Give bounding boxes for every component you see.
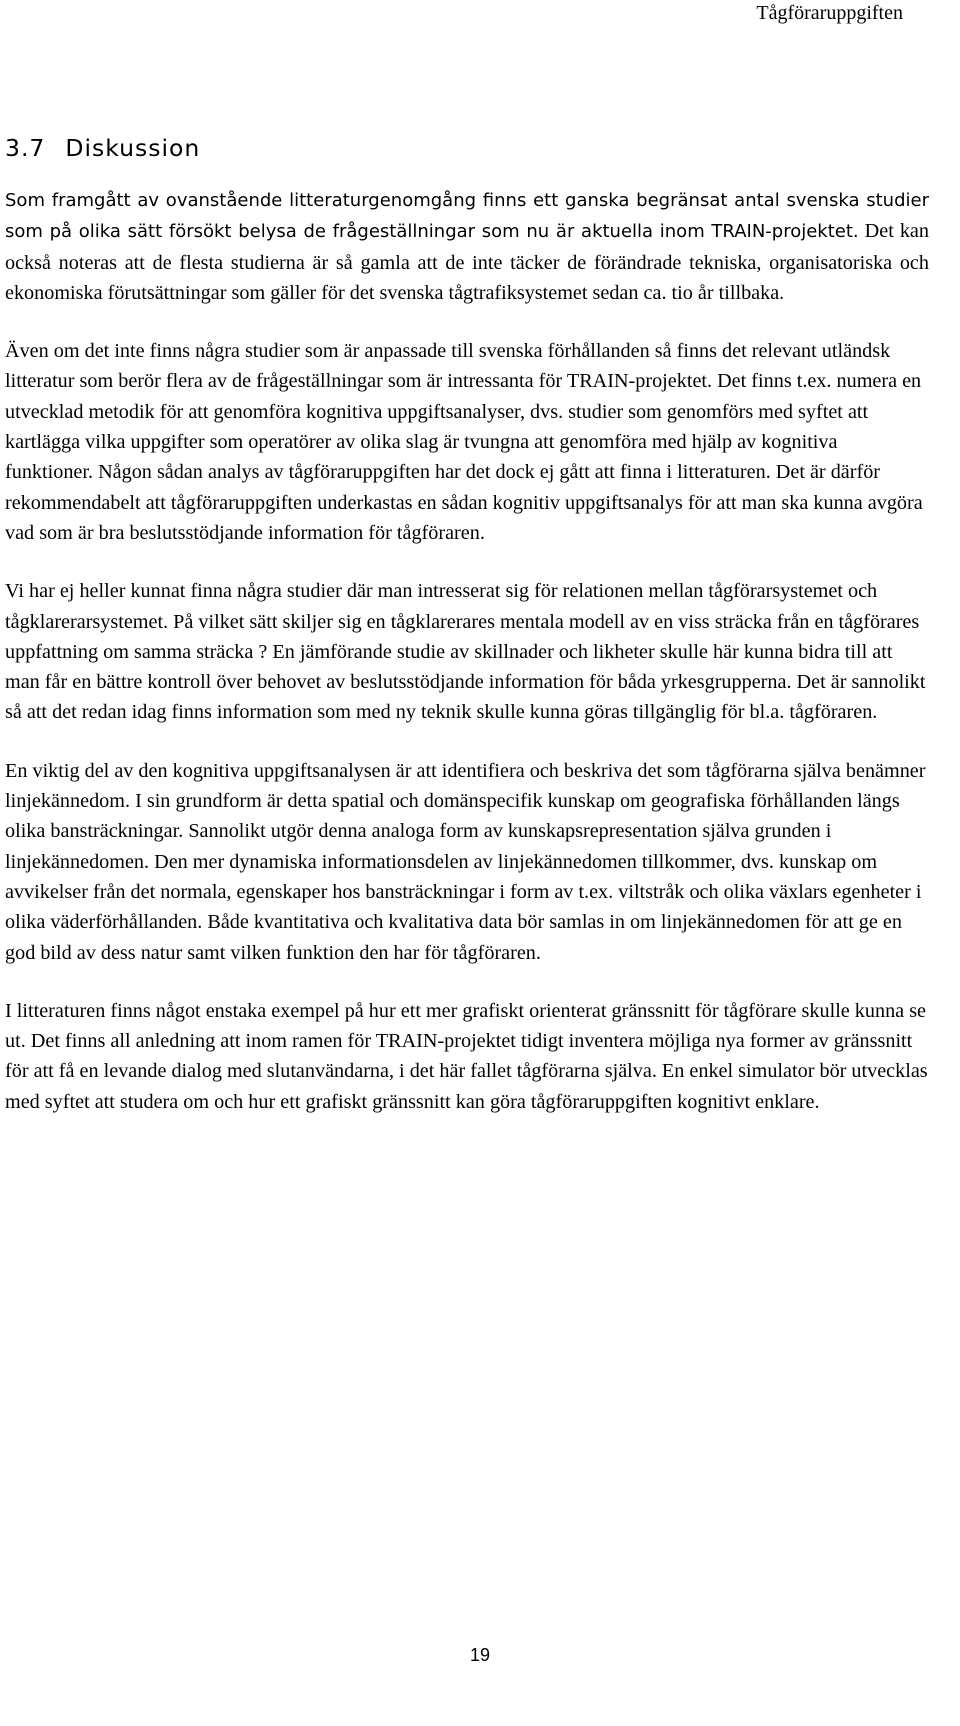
section-title: Diskussion	[65, 134, 201, 162]
paragraph-1-serif-part: Det kan också noteras att de flesta studierna är så gamla att de inte täcker de förändrade tekniska, organisatoriska och ekonomiska förutsättningar som gäller för det svenska tågtrafiksystemet sedan ca. tio år tillbaka.	[5, 220, 929, 304]
paragraph-3: Vi har ej heller kunnat finna några studier där man intresserat sig för relationen mellan tågförarsystemet och tågklarerarsystemet. På vilket sätt skiljer sig en tågklarerares mentala modell av en viss sträcka från en tågförares uppfattning om samma sträcka ? En jämförande studie av skillnader och likheter skulle här kunna bidra till att man får en bättre kontroll över behovet av beslutsstödjande information för båda yrkesgrupperna. Det är sannolikt så att det redan idag finns information som med ny teknik skulle kunna göras tillgänglig för bl.a. tågföraren.	[5, 580, 926, 724]
page-number: 19	[469, 1645, 491, 1665]
paragraph-5: I litteraturen finns något enstaka exempel på hur ett mer grafiskt orienterat gränssnitt för tågförare skulle kunna se ut. Det finns all anledning att inom ramen för TRAIN-projektet tidigt inventera möjliga nya former av gränssnitt för att få en levande dialog med slutanvändarna, i det här fallet tågförarna själva. En enkel simulator bör utvecklas med syftet att studera om och hur ett grafiskt gränssnitt kan göra tågföraruppgiften kognitivt enklare.	[5, 999, 928, 1113]
section-number: 3.7	[5, 134, 46, 162]
page-content	[5, 133, 929, 1145]
running-header-title: Tågföraruppgiften	[756, 2, 903, 24]
section-heading	[5, 133, 929, 163]
paragraph-1	[5, 185, 929, 308]
paragraph-1-sans-part: Som framgått av ovanstående litteraturgenomgång finns ett ganska begränsat antal svenska studier som på olika sätt försökt belysa de frågeställningar som nu är aktuella inom TRAIN-projektet.	[5, 190, 929, 243]
paragraph-4: En viktig del av den kognitiva uppgiftsanalysen är att identifiera och beskriva det som tågförarna själva benämner linjekännedom. I sin grundform är detta spatial och domänspecifik kunskap om geografiska förhållanden längs olika bansträckningar. Sannolikt utgör denna analoga form av kunskapsrepresentation själva grunden i linjekännedomen. Den mer dynamiska informationsdelen av linjekännedomen tillkommer, dvs. kunskap om avvikelser från det normala, egenskaper hos bansträckningar i form av t.ex. viltstråk och olika växlars egenheter i olika väderförhållanden. Både kvantitativa och kvalitativa data bör samlas in om linjekännedomen för att ge en god bild av dess natur samt vilken funktion den har för tågföraren.	[5, 759, 926, 964]
paragraph-2: Även om det inte finns några studier som är anpassade till svenska förhållanden så finns det relevant utländsk litteratur som berör flera av de frågeställningar som är intressanta för TRAIN-projektet. Det finns t.ex. numera en utvecklad metodik för att genomföra kognitiva uppgiftsanalyser, dvs. studier som genomförs med syftet att kartlägga vilka uppgifter som operatörer av olika slag är tvungna att genomföra med hjälp av kognitiva funktioner. Någon sådan analys av tågföraruppgiften har det dock ej gått att finna i litteraturen. Det är därför rekommendabelt att tågföraruppgiften underkastas en sådan kognitiv uppgiftsanalys för att man ska kunna avgöra vad som är bra beslutsstödjande information för tågföraren.	[5, 340, 923, 544]
